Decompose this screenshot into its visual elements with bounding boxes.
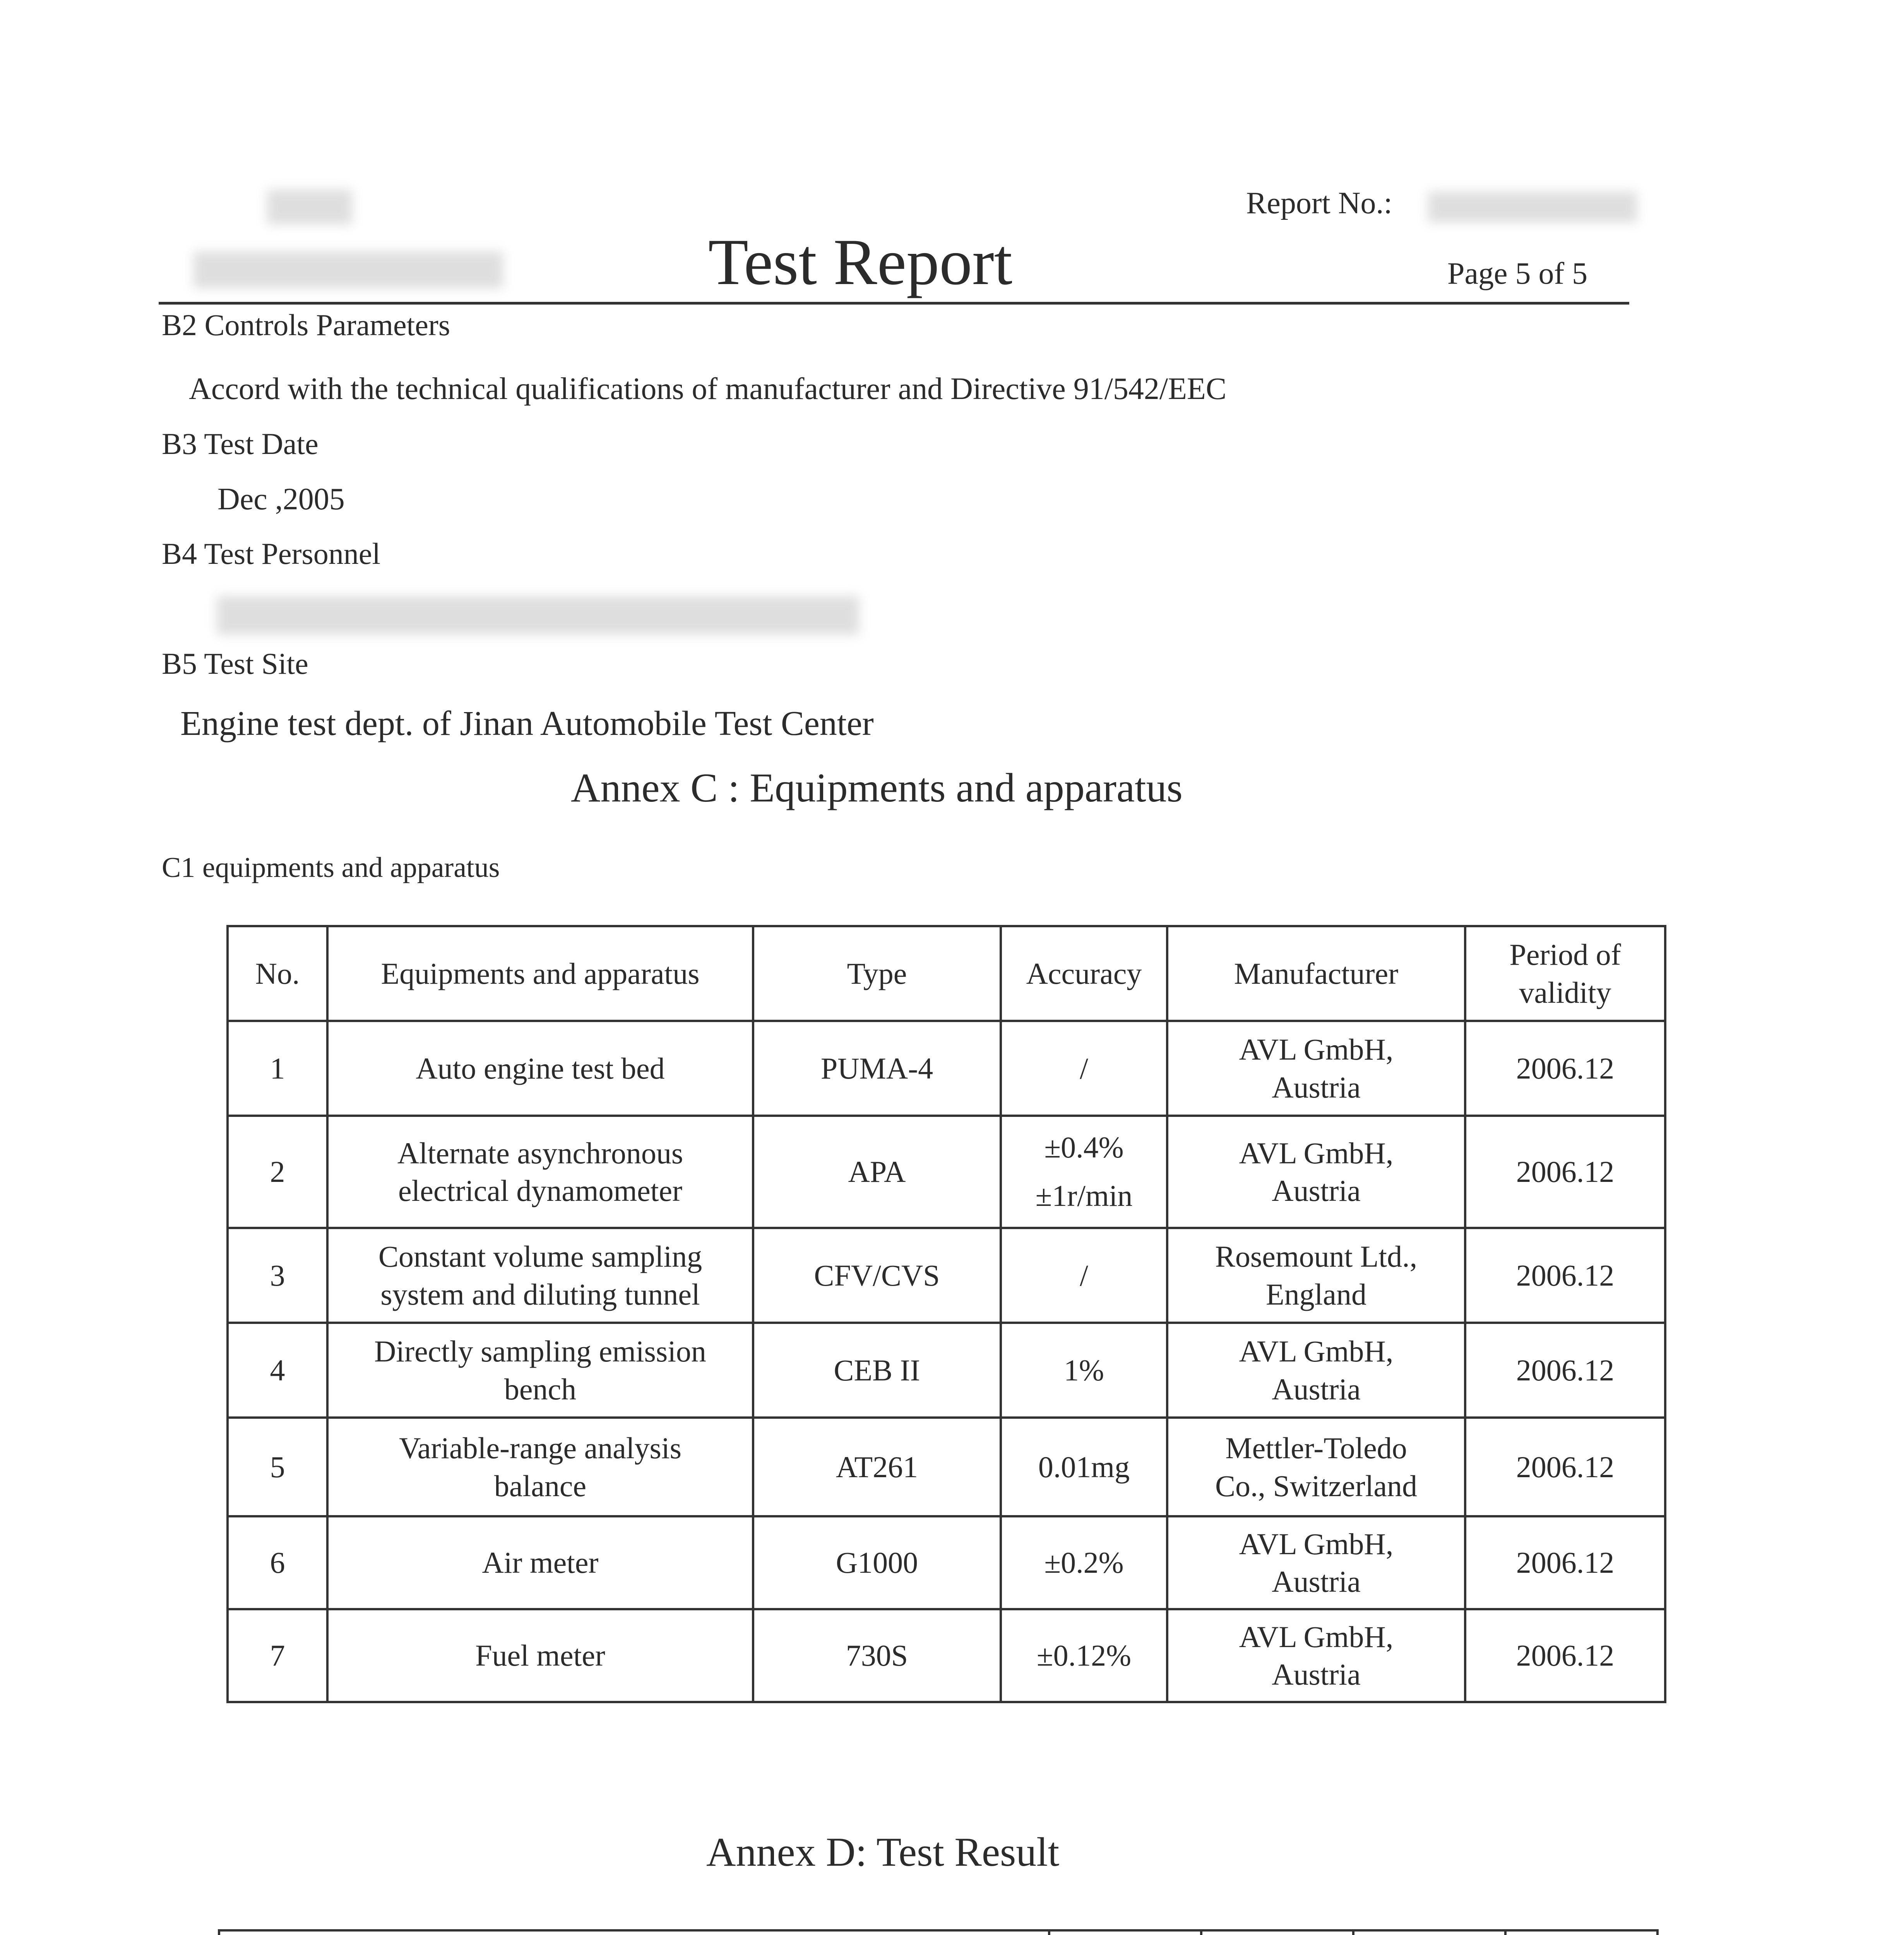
b5-heading: B5 Test Site: [162, 647, 308, 680]
cell-equipment: [327, 1228, 753, 1323]
cell-accuracy: [1001, 1228, 1167, 1323]
accuracy-line1: ±0.12%: [1036, 1639, 1132, 1673]
col-pt: [1505, 1930, 1657, 1935]
cell-period: 2006.12: [1465, 1516, 1665, 1609]
cell-accuracy: [1001, 1021, 1167, 1116]
cell-period: 2006.12: [1465, 1116, 1665, 1228]
cell-type: G1000: [753, 1516, 1001, 1609]
accuracy-line1: 0.01mg: [1038, 1450, 1130, 1484]
manufacturer-line1: AVL GmbH,: [1239, 1334, 1394, 1368]
equipment-line1: Air meter: [482, 1546, 599, 1580]
manufacturer-line2: Austria: [1272, 1658, 1361, 1691]
cell-period: 2006.12: [1465, 1228, 1665, 1323]
cell-type: CEB II: [753, 1323, 1001, 1418]
accuracy-line1: ±0.2%: [1044, 1546, 1124, 1580]
accuracy-line1: ±0.4%: [1044, 1130, 1124, 1164]
cell-accuracy: [1001, 1116, 1167, 1228]
cell-manufacturer: [1167, 1116, 1465, 1228]
cell-manufacturer: [1167, 1418, 1465, 1516]
col-equipment: Equipments and apparatus: [327, 926, 753, 1021]
cell-accuracy: [1001, 1418, 1167, 1516]
manufacturer-line1: AVL GmbH,: [1239, 1136, 1394, 1170]
cell-equipment: [327, 1516, 753, 1609]
table-row: [228, 1516, 1665, 1609]
b4-heading: B4 Test Personnel: [162, 537, 381, 570]
equipment-line1: Fuel meter: [475, 1639, 605, 1673]
cell-equipment: [327, 1609, 753, 1702]
annex-c-subtitle: C1 equipments and apparatus: [162, 852, 500, 884]
b2-heading: B2 Controls Parameters: [162, 308, 450, 342]
result-header-row: [219, 1930, 1657, 1935]
b3-text: Dec ,2005: [217, 482, 345, 516]
cell-type: CFV/CVS: [753, 1228, 1001, 1323]
annex-c-title: Annex C : Equipments and apparatus: [571, 765, 1183, 810]
manufacturer-line2: Co., Switzerland: [1215, 1469, 1418, 1503]
cell-no: 5: [228, 1418, 327, 1516]
table-row: [228, 1021, 1665, 1116]
manufacturer-line1: Mettler-Toledo: [1225, 1431, 1407, 1465]
cell-period: 2006.12: [1465, 1609, 1665, 1702]
table-row: [228, 1228, 1665, 1323]
cell-period: 2006.12: [1465, 1021, 1665, 1116]
cell-no: 1: [228, 1021, 327, 1116]
equipment-line2: bench: [504, 1372, 577, 1406]
manufacturer-line2: England: [1266, 1277, 1366, 1311]
cell-type: APA: [753, 1116, 1001, 1228]
cell-equipment: [327, 1116, 753, 1228]
page-number: Page 5 of 5: [1447, 257, 1588, 291]
cell-accuracy: [1001, 1323, 1167, 1418]
equipment-line1: Alternate asynchronous: [397, 1136, 683, 1170]
redacted-organization: [193, 252, 503, 288]
period-line2: validity: [1519, 975, 1611, 1009]
equipment-line1: Constant volume sampling: [378, 1240, 702, 1273]
col-manufacturer: Manufacturer: [1167, 926, 1465, 1021]
report-no-label: Report No.:: [1246, 186, 1392, 220]
cell-period: 2006.12: [1465, 1418, 1665, 1516]
result-table: [218, 1929, 1659, 1935]
manufacturer-line2: Austria: [1272, 1372, 1361, 1406]
manufacturer-line1: AVL GmbH,: [1239, 1033, 1394, 1066]
equipment-line2: electrical dynamometer: [398, 1174, 683, 1207]
header-rule: [159, 302, 1629, 305]
b5-text: Engine test dept. of Jinan Automobile Test Center: [180, 704, 874, 743]
table-row: [228, 1116, 1665, 1228]
cell-accuracy: [1001, 1609, 1167, 1702]
page-title: Test Report: [708, 226, 1013, 298]
b3-heading: B3 Test Date: [162, 427, 318, 461]
manufacturer-line1: AVL GmbH,: [1239, 1620, 1394, 1654]
col-period: [1465, 926, 1665, 1021]
cell-type: 730S: [753, 1609, 1001, 1702]
cell-no: 7: [228, 1609, 327, 1702]
cell-period: 2006.12: [1465, 1323, 1665, 1418]
col-nox: [1353, 1930, 1505, 1935]
cell-equipment: [327, 1323, 753, 1418]
equipment-line1: Auto engine test bed: [416, 1051, 665, 1085]
b2-text: Accord with the technical qualifications of manufacturer and Directive 91/542/EEC: [189, 372, 1227, 406]
equipment-line1: Directly sampling emission: [374, 1334, 706, 1368]
cell-no: 6: [228, 1516, 327, 1609]
cell-manufacturer: [1167, 1228, 1465, 1323]
cell-type: PUMA-4: [753, 1021, 1001, 1116]
accuracy-line1: /: [1080, 1051, 1088, 1085]
cell-no: 2: [228, 1116, 327, 1228]
accuracy-line1: /: [1080, 1258, 1088, 1292]
cell-type: AT261: [753, 1418, 1001, 1516]
col-accuracy: Accuracy: [1001, 926, 1167, 1021]
equipment-line1: Variable-range analysis: [399, 1431, 681, 1465]
redacted-logo: [267, 190, 352, 224]
col-type: Type: [753, 926, 1001, 1021]
manufacturer-line1: AVL GmbH,: [1239, 1527, 1394, 1561]
cell-equipment: [327, 1021, 753, 1116]
equipment-header-row: [228, 926, 1665, 1021]
measured-label-cell: [219, 1930, 1049, 1935]
manufacturer-line2: Austria: [1272, 1565, 1361, 1598]
cell-manufacturer: [1167, 1323, 1465, 1418]
redacted-report-no: [1428, 192, 1637, 223]
col-no: No.: [228, 926, 327, 1021]
cell-manufacturer: [1167, 1516, 1465, 1609]
equipment-line2: balance: [494, 1469, 587, 1503]
col-co: [1049, 1930, 1201, 1935]
table-row: [228, 1609, 1665, 1702]
cell-no: 4: [228, 1323, 327, 1418]
equipment-table: [226, 925, 1666, 1703]
redacted-personnel: [217, 596, 859, 635]
period-line1: Period of: [1509, 938, 1621, 971]
manufacturer-line2: Austria: [1272, 1174, 1361, 1207]
equipment-line2: system and diluting tunnel: [380, 1277, 700, 1311]
cell-manufacturer: [1167, 1021, 1465, 1116]
manufacturer-line1: Rosemount Ltd.,: [1215, 1240, 1418, 1273]
cell-equipment: [327, 1418, 753, 1516]
accuracy-line1: 1%: [1064, 1353, 1104, 1387]
table-row: [228, 1323, 1665, 1418]
manufacturer-line2: Austria: [1272, 1070, 1361, 1104]
annex-d-title: Annex D: Test Result: [706, 1829, 1060, 1875]
accuracy-line2: ±1r/min: [1035, 1179, 1133, 1212]
cell-no: 3: [228, 1228, 327, 1323]
cell-manufacturer: [1167, 1609, 1465, 1702]
col-hc: [1201, 1930, 1353, 1935]
table-row: [228, 1418, 1665, 1516]
cell-accuracy: [1001, 1516, 1167, 1609]
